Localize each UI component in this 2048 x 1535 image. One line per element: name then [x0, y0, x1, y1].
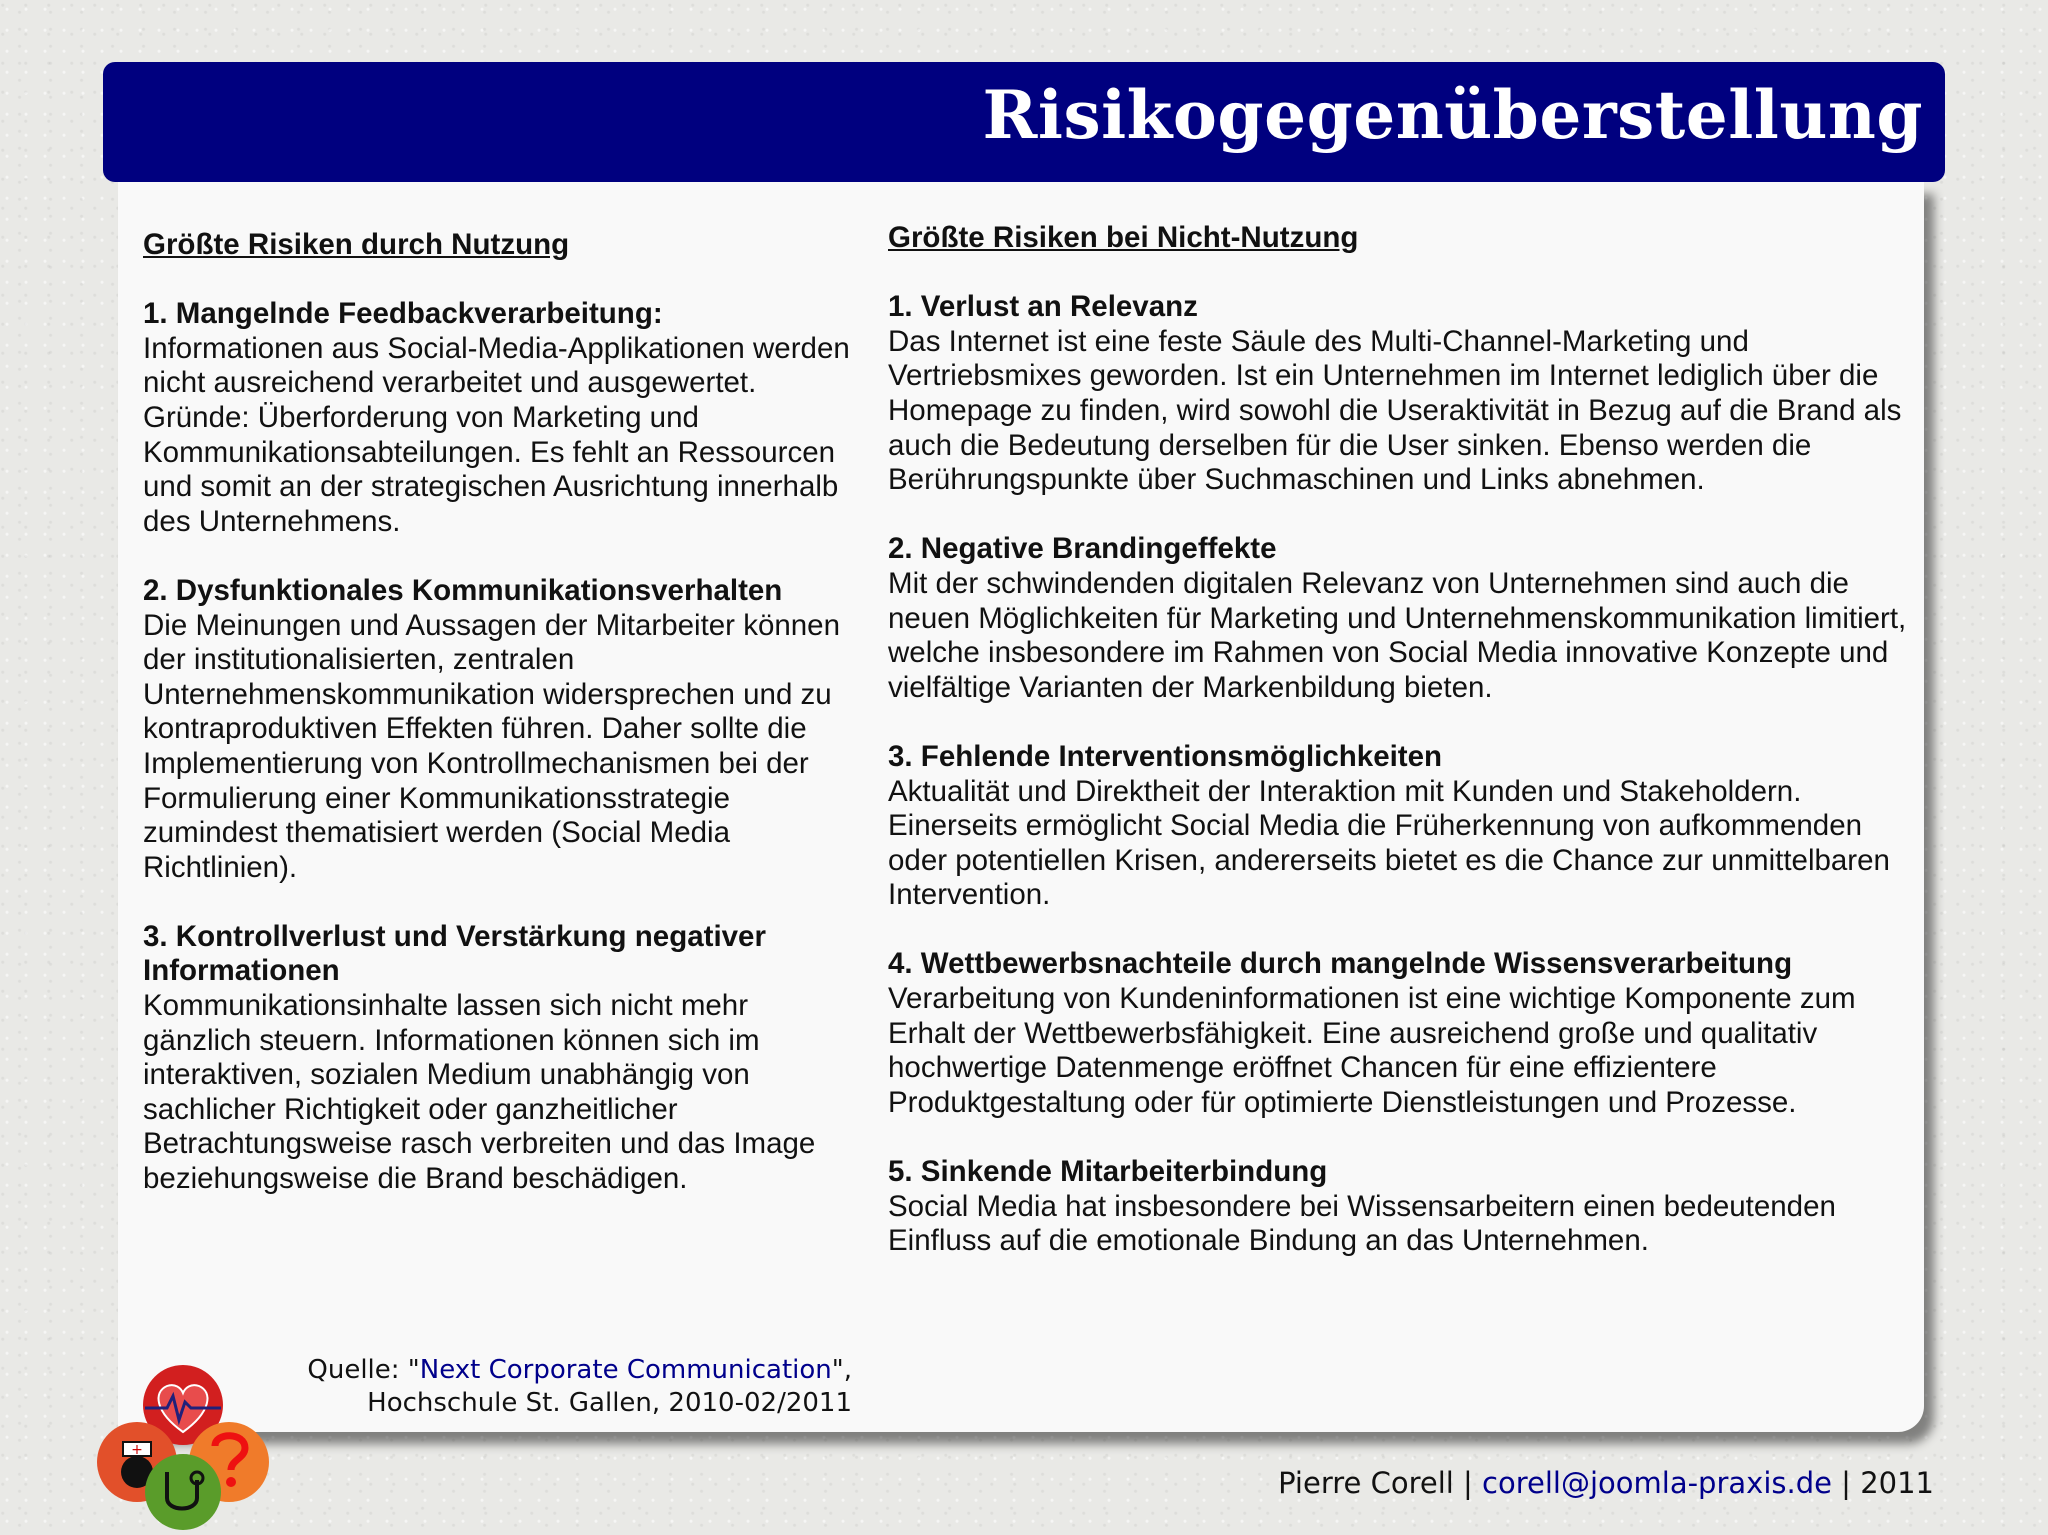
right-item-title: 3. Fehlende Interventionsmöglichkeiten — [888, 739, 1443, 773]
source-prefix: Quelle: " — [307, 1355, 420, 1385]
right-item-title: 1. Verlust an Relevanz — [888, 290, 1198, 324]
footer-separator: | — [1831, 1466, 1861, 1500]
page-title: Risikogegenüberstellung — [982, 76, 1923, 154]
right-item-body: Das Internet ist eine feste Säule des Multi-Channel-Marketing und Vertriebsmixes geworden. Ist ein Unternehmen im Internet lediglich über die Homepage zu finden, wird sowohl die Useraktivität in Bezug auf die Brand als auch die Bedeutung derselben für die User sinken. Ebenso werden die Berührungspunkte über Suchmaschinen und Links abnehmen. — [888, 324, 1902, 497]
source-link[interactable]: Next Corporate Communication — [419, 1355, 832, 1385]
left-item-body: Kommunikationsinhalte lassen sich nicht mehr gänzlich steuern. Informationen können sich im interaktiven, sozialen Medium unabhängig von sachlicher Richtigkeit oder ganzheitlicher Betrachtungsweise rasch verbreiten und das Image beziehungsweise die Brand beschädigen. — [143, 989, 816, 1196]
right-item-title: 4. Wettbewerbsnachteile durch mangelnde Wissensverarbeitung — [888, 947, 1793, 981]
right-item-body: Mit der schwindenden digitalen Relevanz von Unternehmen sind auch die neuen Möglichkeiten für Marketing und Unternehmenskommunikation limitiert, welche insbesondere im Rahmen von Social Media innovative Konzepte und vielfältige Varianten der Markenbildung bieten. — [888, 566, 1907, 704]
left-column — [143, 228, 863, 1231]
right-item-title: 5. Sinkende Mitarbeiterbindung — [888, 1155, 1328, 1189]
source-line-1 — [307, 1354, 852, 1387]
medical-logo-icon — [95, 1360, 275, 1530]
right-item — [888, 740, 1918, 913]
footer-author: Pierre Corell — [1278, 1466, 1454, 1500]
left-item-body: Informationen aus Social-Media-Applikationen werden nicht ausreichend verarbeitet und ausgewertet. Gründe: Überforderung von Marketing und Kommunikationsabteilungen. Es fehlt an Ressourcen und somit an der strategischen Ausrichtung innerhalb des Unternehmens. — [143, 331, 850, 538]
left-item-title: 1. Mangelnde Feedbackverarbeitung: — [143, 297, 663, 331]
footer-year: 2011 — [1860, 1466, 1934, 1500]
left-column-heading: Größte Risiken durch Nutzung — [143, 228, 570, 261]
right-item-title: 2. Negative Brandingeffekte — [888, 532, 1277, 566]
footer-credits — [1278, 1466, 1934, 1500]
right-item-body: Aktualität und Direktheit der Interaktion mit Kunden und Stakeholdern. Einerseits ermöglicht Social Media die Früherkennung von aufkommenden oder potentiellen Krisen, andererseits bietet es die Chance zur unmittelbaren Intervention. — [888, 774, 1890, 912]
source-line-2: Hochschule St. Gallen, 2010-02/2011 — [367, 1388, 852, 1418]
left-item — [143, 297, 863, 539]
right-item — [888, 947, 1918, 1120]
left-item-body: Die Meinungen und Aussagen der Mitarbeiter können der institutionalisierten, zentralen Unternehmenskommunikation widersprechen und zu kontraproduktiven Effekten führen. Daher sollte die Implementierung von Kontrollmechanismen bei der Formulierung einer Kommunikationsstrategie zumindest thematisiert werden (Social Media Richtlinien). — [143, 608, 840, 884]
footer-separator: | — [1453, 1466, 1483, 1500]
source-suffix: ", — [831, 1355, 852, 1385]
footer-email-link[interactable]: corell@joomla-praxis.de — [1482, 1466, 1832, 1500]
right-item — [888, 532, 1918, 705]
right-item — [888, 1155, 1918, 1259]
left-item — [143, 574, 863, 885]
left-item — [143, 920, 863, 1197]
right-item-body: Verarbeitung von Kundeninformationen ist eine wichtige Komponente zum Erhalt der Wettbewerbsfähigkeit. Eine ausreichend große und qualitativ hochwertige Datenmenge eröffnet Chancen für eine effizientere Produktgestaltung oder für optimierte Dienstleistungen und Prozesse. — [888, 982, 1856, 1119]
right-column-heading: Größte Risiken bei Nicht-Nutzung — [888, 221, 1359, 254]
left-item-title: 2. Dysfunktionales Kommunikationsverhalten — [143, 573, 783, 607]
title-bar — [103, 62, 1945, 182]
left-item-title: 3. Kontrollverlust und Verstärkung negativer Informationen — [143, 919, 766, 988]
right-item-body: Social Media hat insbesondere bei Wissensarbeitern einen bedeutenden Einfluss auf die emotionale Bindung an das Unternehmen. — [888, 1189, 1836, 1258]
source-citation — [307, 1354, 852, 1420]
svg-text:+: + — [131, 1442, 143, 1458]
right-column — [888, 221, 1918, 1293]
right-item — [888, 290, 1918, 498]
